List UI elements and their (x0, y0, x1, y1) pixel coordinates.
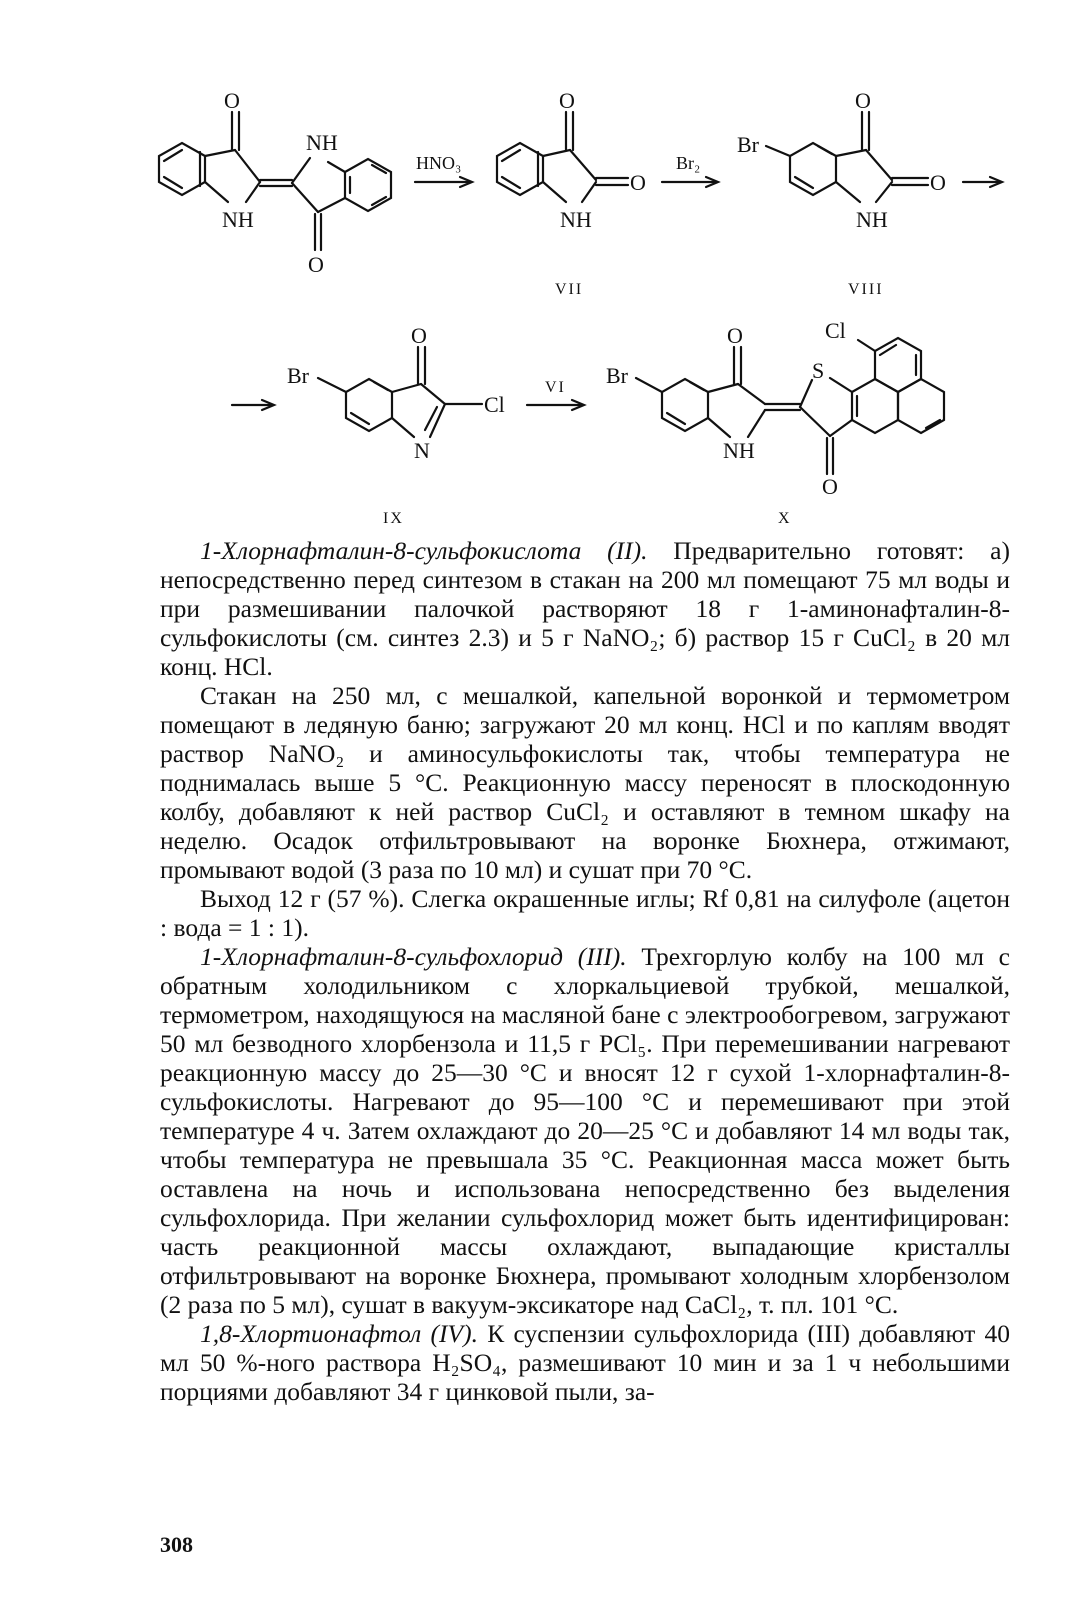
reaction-scheme (0, 70, 1087, 530)
thioindigoid-br: Br (606, 363, 628, 388)
compound-label-vii: VII (555, 281, 584, 298)
chloroindolone-structure (318, 347, 482, 437)
compound-label-ix: IX (383, 510, 404, 527)
compound-label-x: X (778, 510, 790, 527)
bromoisatin-nh: NH (856, 207, 888, 232)
section-title: 1-Хлорнафталин-8-сульфокислота (II). (200, 536, 648, 565)
paragraph-text: Предварительно готовят: а) непосредственно перед синтезом в стакан на 200 мл помещают 75 мл воды и при размешивании палочкой растворяют 18 г 1-аминонафталин-8-сульфокислоты (см. синтез 2.3) и 5 г NaNO₂; б) раствор 15 г CuCl₂ в 20 мл конц. HCl. (160, 536, 1010, 681)
thioindigoid-nh: NH (723, 438, 755, 463)
chloroindolone-n: N (414, 438, 430, 463)
chloroindolone-cl: Cl (484, 392, 505, 417)
section-title: 1-Хлорнафталин-8-сульфохлорид (III). (200, 942, 627, 971)
body-text (160, 536, 1010, 1406)
indigo-nh-right: NH (306, 130, 338, 155)
reaction-arrow-hno3 (415, 177, 472, 187)
paragraph-text: Трехгорлую колбу на 100 мл с обратным холодильником с хлоркальциевой трубкой, мешалкой, термометром, находящуюся на масляной бане с электрообогревом, загружают 50 мл безводного хлорбензола и 11,5 г PCl₅. При перемешивании нагревают реакционную массу до 25—30 °С и вносят 12 г сухой 1-хлорнафталин-8-сульфокислоты. Нагревают до 95—100 °С и перемешивают при этой температуре 4 ч. Затем охлаждают до 20—25 °С и добавляют 14 мл воды так, чтобы температура не превышала 35 °С. Реакционная масса может быть оставлена на ночь и использована непосредственно без выделения сульфохлорида. При желании сульфохлорид может быть идентифицирован: часть реакционной массы охлаждают, выпадающие кристаллы отфильтровывают на воронке Бюхнера, промывают холодным хлорбензолом (2 раза по 5 мл), сушат в вакуум-эксикаторе над CaCl₂, т. пл. 101 °С. (160, 942, 1010, 1319)
thioindigoid-s: S (812, 358, 825, 383)
paragraph-text: Стакан на 250 мл, с мешалкой, капельной воронкой и термометром помещают в ледяную баню; загружают 20 мл конц. HCl и по каплям вводят раствор NaNO₂ и аминосульфокислоты так, чтобы температура не поднималась выше 5 °С. Реакционную массу переносят в плоскодонную колбу, добавляют к ней раствор CuCl₂ и оставляют в темном шкафу на неделю. Осадок отфильтровывают на воронке Бюхнера, отжимают, промывают водой (3 раза по 10 мл) и сушат при 70 °С. (160, 681, 1010, 884)
chloroindolone-o: O (411, 323, 427, 348)
paragraph-yield (160, 884, 1010, 942)
reagent-vi: VI (545, 379, 566, 396)
thioindigoid-structure (636, 338, 944, 474)
paragraph-sulfonyl-chloride (160, 942, 1010, 1319)
reagent-br2: Br₂ (676, 153, 701, 173)
reagent-hno3: HNO₃ (416, 153, 462, 173)
reaction-arrow-continue (232, 400, 274, 410)
bromoisatin-o-right: O (930, 170, 946, 195)
thioindigoid-o-top: O (727, 323, 743, 348)
isatin-structure (497, 112, 628, 202)
reaction-arrow-br2 (662, 177, 718, 187)
paragraph-text: Выход 12 г (57 %). Слегка окрашенные иглы; Rf 0,81 на силуфоле (ацетон : вода = 1 : 1). (160, 884, 1010, 942)
paragraph-procedure (160, 681, 1010, 884)
indigo-nh-left: NH (222, 207, 254, 232)
reaction-arrow-vi (527, 400, 584, 410)
bromoisatin-o-top: O (855, 88, 871, 113)
paragraph-chlorothionaphthol (160, 1319, 1010, 1406)
section-title: 1,8-Хлортионафтол (IV). (200, 1319, 478, 1348)
page-number: 308 (160, 1532, 193, 1557)
isatin-o-right: O (630, 170, 646, 195)
paragraph-text: К суспензии сульфохлорида (III) добавляют 40 мл 50 %-ного раствора H₂SO₄, размешивают 10 мин и за 1 ч небольшими порциями добавляют 34 г цинковой пыли, за- (160, 1319, 1010, 1406)
bromoisatin-structure (766, 112, 1002, 202)
compound-label-viii: VIII (848, 281, 884, 298)
thioindigoid-cl: Cl (825, 318, 846, 343)
thioindigoid-o-bottom: O (822, 474, 838, 499)
indigo-structure (159, 112, 391, 250)
indigo-o-bottom: O (308, 252, 324, 277)
isatin-nh: NH (560, 207, 592, 232)
chloroindolone-br: Br (287, 363, 309, 388)
isatin-o-top: O (559, 88, 575, 113)
paragraph-chloronaphthalenesulfonic-acid (160, 536, 1010, 681)
bromoisatin-br: Br (737, 132, 759, 157)
indigo-o-top: O (224, 88, 240, 113)
